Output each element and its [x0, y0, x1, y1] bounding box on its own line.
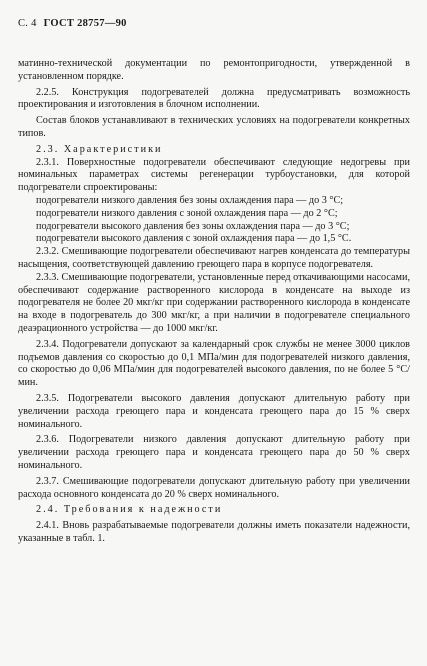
section-heading-2-4: 2.4. Требования к надежности	[36, 504, 223, 516]
page-header	[18, 18, 127, 29]
paragraph-2-3-5: 2.3.5. Подогреватели высокого давления допускают длительную работу при увеличении расхода греющего пара и конденсата греющего пара до 15 % сверх номинального.	[18, 392, 410, 430]
paragraph-2-3-7: 2.3.7. Смешивающие подогреватели допускают длительную работу при увеличении расхода основного конденсата до 20 % сверх номинального.	[18, 475, 410, 500]
paragraph-2-3-6: 2.3.6. Подогреватели низкого давления допускают длительную работу при увеличении расхода греющего пара и конденсата греющего пара до 50 % сверх номинального.	[18, 434, 410, 471]
paragraph-2-3-2: 2.3.2. Смешивающие подогреватели обеспечивают нагрев конденсата до температуры насыщения, соответствующей давлению греющего пара в корпусе подогревателя.	[18, 246, 410, 270]
paragraph-continuation: матинно-технической документации по ремонтопригодности, утвержденной в установленном порядке.	[18, 58, 410, 82]
page-number: С. 4	[18, 18, 37, 29]
paragraph-2-2-5: 2.2.5. Конструкция подогревателей должна предусматривать возможность проектирования и изготовления в блочном исполнении.	[18, 86, 410, 111]
list-item-lp-zone: подогреватели низкого давления с зоной охлаждения пара — до 2 °С;	[36, 207, 338, 219]
document-body	[18, 58, 410, 546]
paragraph-2-3-4: 2.3.4. Подогреватели допускают за календарный срок службы не менее 3000 циклов подъемов давления со скоростью до 0,1 МПа/мин для подогревателей низкого давления, со скоростью до 0,06 МПа/мин для подогревателей высокого давления, по не более 5 °С/мин.	[18, 338, 410, 389]
list-item-hp-zone: подогреватели высокого давления с зоной охлаждения пара — до 1,5 °С.	[36, 233, 352, 245]
list-item-lp-no-zone: подогреватели низкого давления без зоны охлаждения пара — до 3 °С;	[36, 194, 344, 206]
paragraph-2-4-1: 2.4.1. Вновь разрабатываемые подогреватели должны иметь показатели надежности, указанные в табл. 1.	[18, 520, 410, 544]
paragraph-2-3-3: 2.3.3. Смешивающие подогреватели, установленные перед откачивающими насосами, обеспечивают содержание растворенного кислорода в конденсате на выходе из подогревателя не более 20 мкг/кг при содержании растворенного кислорода в конденсате на входе в подогреватель до 300 мкг/кг, а при наличии в подогревателе специального деаэрационного устройства — до 1000 мкг/кг.	[18, 271, 411, 334]
section-heading-2-3: 2.3. Характеристики	[36, 143, 163, 155]
list-item-hp-no-zone: подогреватели высокого давления без зоны охлаждения пара — до 3 °С;	[36, 220, 350, 232]
paragraph-blocks: Состав блоков устанавливают в технических условиях на подогреватели конкретных типов.	[18, 115, 410, 139]
paragraph-2-3-1: 2.3.1. Поверхностные подогреватели обеспечивают следующие недогревы при номинальных параметрах системы регенерации турбоустановки, для которой подогреватели спроектированы:	[18, 156, 410, 194]
standard-code: ГОСТ 28757—90	[43, 18, 127, 29]
